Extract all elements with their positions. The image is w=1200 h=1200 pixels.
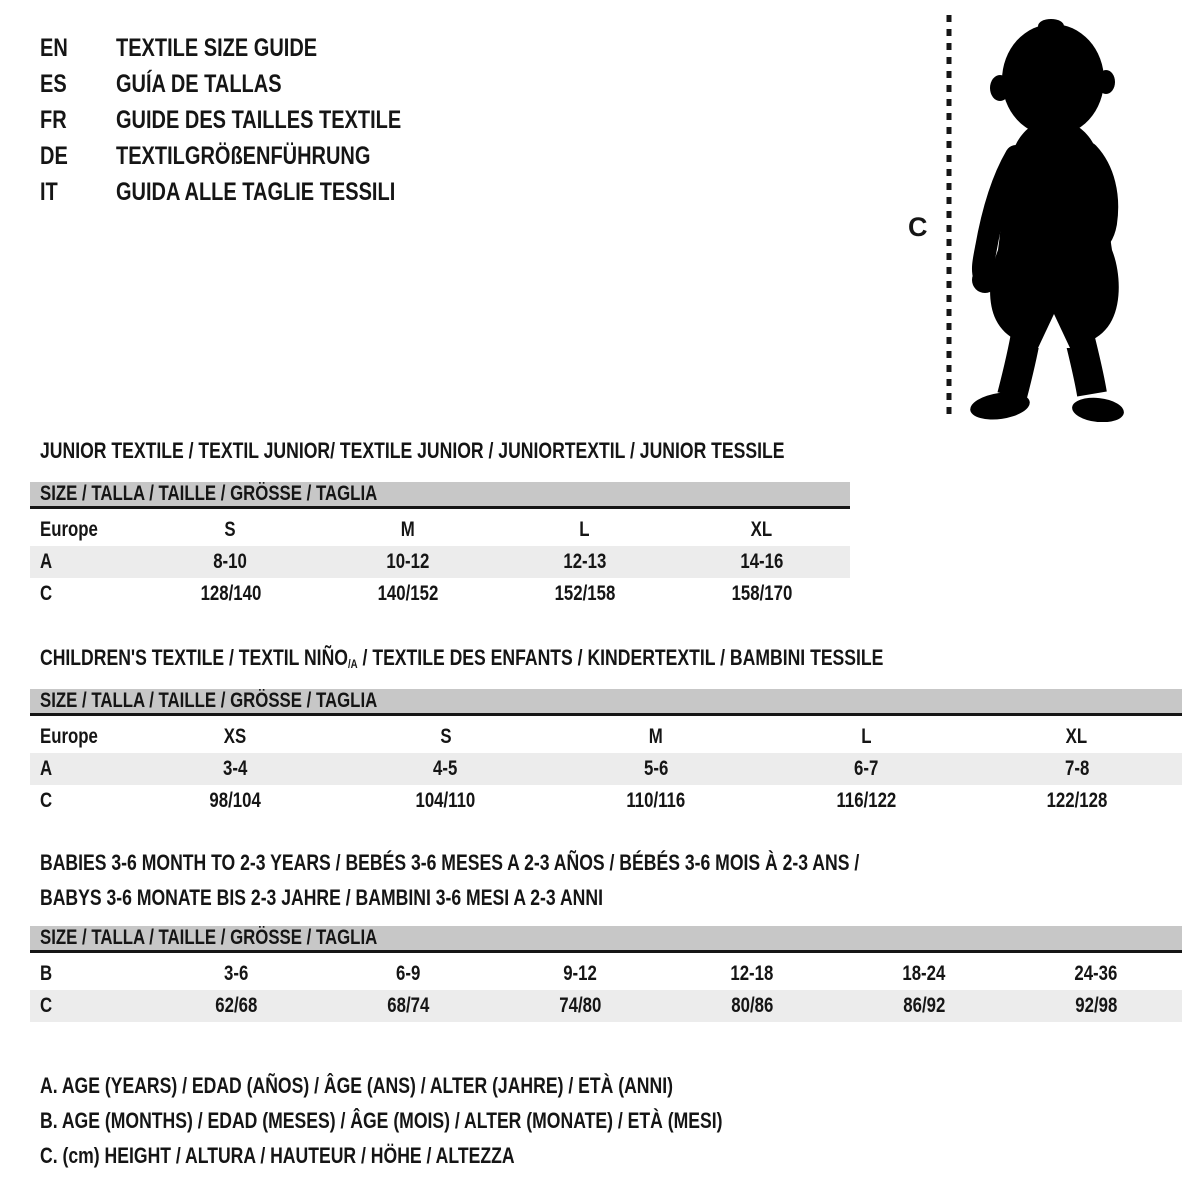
legend-line-a: A. AGE (YEARS) / EDAD (AÑOS) / ÂGE (ANS) / ALTER (JAHRE) / ETÀ (ANNI) <box>40 1073 673 1098</box>
language-row <box>40 30 473 66</box>
cell-value: 86/92 <box>902 994 946 1017</box>
cell <box>319 550 496 574</box>
row-label-cell <box>30 994 150 1018</box>
cell <box>1010 962 1182 986</box>
language-title-list <box>40 30 473 210</box>
cell <box>666 962 838 986</box>
cell-value: 92/98 <box>1074 994 1118 1017</box>
children-size-header-bar <box>30 689 1182 716</box>
junior-size-header-bar <box>30 482 850 509</box>
language-row <box>40 66 473 102</box>
cell <box>972 789 1182 813</box>
cell <box>322 962 494 986</box>
row-label: Europe <box>40 725 98 748</box>
babies-section-title <box>40 850 1064 911</box>
cell <box>496 582 673 606</box>
junior-row-europe <box>30 514 850 546</box>
cell <box>496 518 673 542</box>
title-subscript: /A <box>347 657 358 672</box>
cell-value: 18-24 <box>902 962 946 985</box>
language-title: TEXTILE SIZE GUIDE <box>116 34 318 62</box>
row-label: B <box>40 962 53 985</box>
row-label: A <box>40 757 53 780</box>
cell-value: 110/116 <box>626 789 686 812</box>
cell-value: 24-36 <box>1074 962 1118 985</box>
row-label: Europe <box>40 518 98 541</box>
cell <box>142 550 319 574</box>
cell-value: 62/68 <box>214 994 258 1017</box>
cell <box>142 582 319 606</box>
title-pre: CHILDREN'S TEXTILE / TEXTIL NIÑO <box>40 645 348 670</box>
babies-size-header-bar <box>30 926 1182 953</box>
cell-value: L <box>861 725 872 748</box>
cell-value: XS <box>223 725 247 748</box>
cell-value: 116/122 <box>836 789 897 812</box>
cell-value: 122/128 <box>1046 789 1108 812</box>
cell <box>551 789 761 813</box>
babies-row-b <box>30 958 1182 990</box>
cell-value: S <box>439 725 452 748</box>
babies-row-c <box>30 990 1182 1022</box>
cell <box>838 994 1010 1018</box>
children-section-title <box>40 645 1094 674</box>
cell <box>761 757 971 781</box>
legend <box>40 1068 893 1173</box>
cell <box>130 725 340 749</box>
cell <box>142 518 319 542</box>
cell <box>150 994 322 1018</box>
size-header-label: SIZE / TALLA / TAILLE / GRÖSSE / TAGLIA <box>40 926 378 949</box>
language-title: GUIDA ALLE TAGLIE TESSILI <box>116 178 396 206</box>
cell-value: 74/80 <box>558 994 602 1017</box>
size-header-label: SIZE / TALLA / TAILLE / GRÖSSE / TAGLIA <box>40 482 378 505</box>
cell-value: 10-12 <box>386 550 429 573</box>
cell-value: 8-10 <box>213 550 248 573</box>
cell <box>150 962 322 986</box>
cell <box>130 789 340 813</box>
cell-value: 6-7 <box>854 757 879 780</box>
row-label-cell <box>30 518 142 542</box>
cell <box>340 757 550 781</box>
cell-value: S <box>224 518 237 541</box>
language-title: GUÍA DE TALLAS <box>116 70 282 98</box>
row-label-cell <box>30 789 130 813</box>
cell <box>551 725 761 749</box>
cell <box>673 550 850 574</box>
cell <box>494 962 666 986</box>
junior-row-c <box>30 578 850 610</box>
row-label-cell <box>30 962 150 986</box>
cell <box>319 518 496 542</box>
cell-value: 68/74 <box>386 994 430 1017</box>
babies-title-line2: BABYS 3-6 MONATE BIS 2-3 JAHRE / BAMBINI 3-6 MESI A 2-3 ANNI <box>40 885 603 910</box>
cell <box>666 994 838 1018</box>
cell-value: 12-13 <box>563 550 606 573</box>
height-marker-label: C <box>908 212 928 242</box>
language-code: IT <box>40 178 58 206</box>
cell-value: XL <box>1066 725 1088 748</box>
cell <box>761 725 971 749</box>
language-code: EN <box>40 34 68 62</box>
legend-line-c: C. (cm) HEIGHT / ALTURA / HAUTEUR / HÖHE / ALTEZZA <box>40 1143 515 1168</box>
children-section-title-text <box>40 645 883 674</box>
row-label-cell <box>30 725 130 749</box>
cell-value: 9-12 <box>563 962 597 985</box>
language-code: FR <box>40 106 67 134</box>
cell-value: XL <box>750 518 773 541</box>
row-label: C <box>40 582 53 605</box>
children-row-a <box>30 753 1182 785</box>
babies-title-line1: BABIES 3-6 MONTH TO 2-3 YEARS / BEBÉS 3-6 MESES A 2-3 AÑOS / BÉBÉS 3-6 MOIS À 2-3 ANS / <box>40 850 860 875</box>
legend-line-b: B. AGE (MONTHS) / EDAD (MESES) / ÂGE (MOIS) / ALTER (MONATE) / ETÀ (MESI) <box>40 1108 723 1133</box>
cell <box>673 582 850 606</box>
cell-value: 80/86 <box>730 994 774 1017</box>
language-row <box>40 102 473 138</box>
cell-value: 4-5 <box>433 757 458 780</box>
cell <box>761 789 971 813</box>
row-label-cell <box>30 757 130 781</box>
cell <box>838 962 1010 986</box>
language-title: TEXTILGRÖßENFÜHRUNG <box>116 142 371 170</box>
language-title: GUIDE DES TAILLES TEXTILE <box>116 106 402 134</box>
row-label: C <box>40 789 53 812</box>
cell-value: 6-9 <box>395 962 421 985</box>
cell <box>496 550 673 574</box>
row-label: A <box>40 550 53 573</box>
junior-section-title <box>40 438 971 464</box>
cell <box>673 518 850 542</box>
children-row-europe <box>30 721 1182 753</box>
cell <box>340 725 550 749</box>
cell-value: 128/140 <box>200 582 261 605</box>
cell-value: M <box>648 725 663 748</box>
cell <box>551 757 761 781</box>
baby-silhouette-icon <box>958 18 1143 422</box>
cell-value: 152/158 <box>554 582 615 605</box>
cell <box>1010 994 1182 1018</box>
cell-value: 3-6 <box>223 962 249 985</box>
cell <box>494 994 666 1018</box>
row-label: C <box>40 994 53 1017</box>
junior-section-title-text: JUNIOR TEXTILE / TEXTIL JUNIOR/ TEXTILE JUNIOR / JUNIORTEXTIL / JUNIOR TESSILE <box>40 438 785 463</box>
cell <box>322 994 494 1018</box>
title-post: / TEXTILE DES ENFANTS / KINDERTEXTIL / BAMBINI TESSILE <box>357 645 884 670</box>
cell-value: 14-16 <box>740 550 783 573</box>
cell-value: 12-18 <box>730 962 774 985</box>
row-label-cell <box>30 550 142 574</box>
children-row-c <box>30 785 1182 817</box>
cell-value: 98/104 <box>209 789 261 812</box>
cell-value: 140/152 <box>377 582 438 605</box>
size-header-label: SIZE / TALLA / TAILLE / GRÖSSE / TAGLIA <box>40 689 378 712</box>
cell-value: 3-4 <box>223 757 248 780</box>
junior-row-a <box>30 546 850 578</box>
language-code: ES <box>40 70 67 98</box>
cell <box>130 757 340 781</box>
cell <box>972 757 1182 781</box>
language-row <box>40 174 473 210</box>
row-label-cell <box>30 582 142 606</box>
cell <box>972 725 1182 749</box>
cell-value: L <box>579 518 590 541</box>
language-row <box>40 138 473 174</box>
cell-value: 7-8 <box>1064 757 1089 780</box>
language-code: DE <box>40 142 68 170</box>
height-measure-line <box>945 15 953 415</box>
cell <box>319 582 496 606</box>
cell <box>340 789 550 813</box>
cell-value: M <box>400 518 415 541</box>
cell-value: 158/170 <box>731 582 792 605</box>
cell-value: 5-6 <box>643 757 669 780</box>
cell-value: 104/110 <box>415 789 476 812</box>
